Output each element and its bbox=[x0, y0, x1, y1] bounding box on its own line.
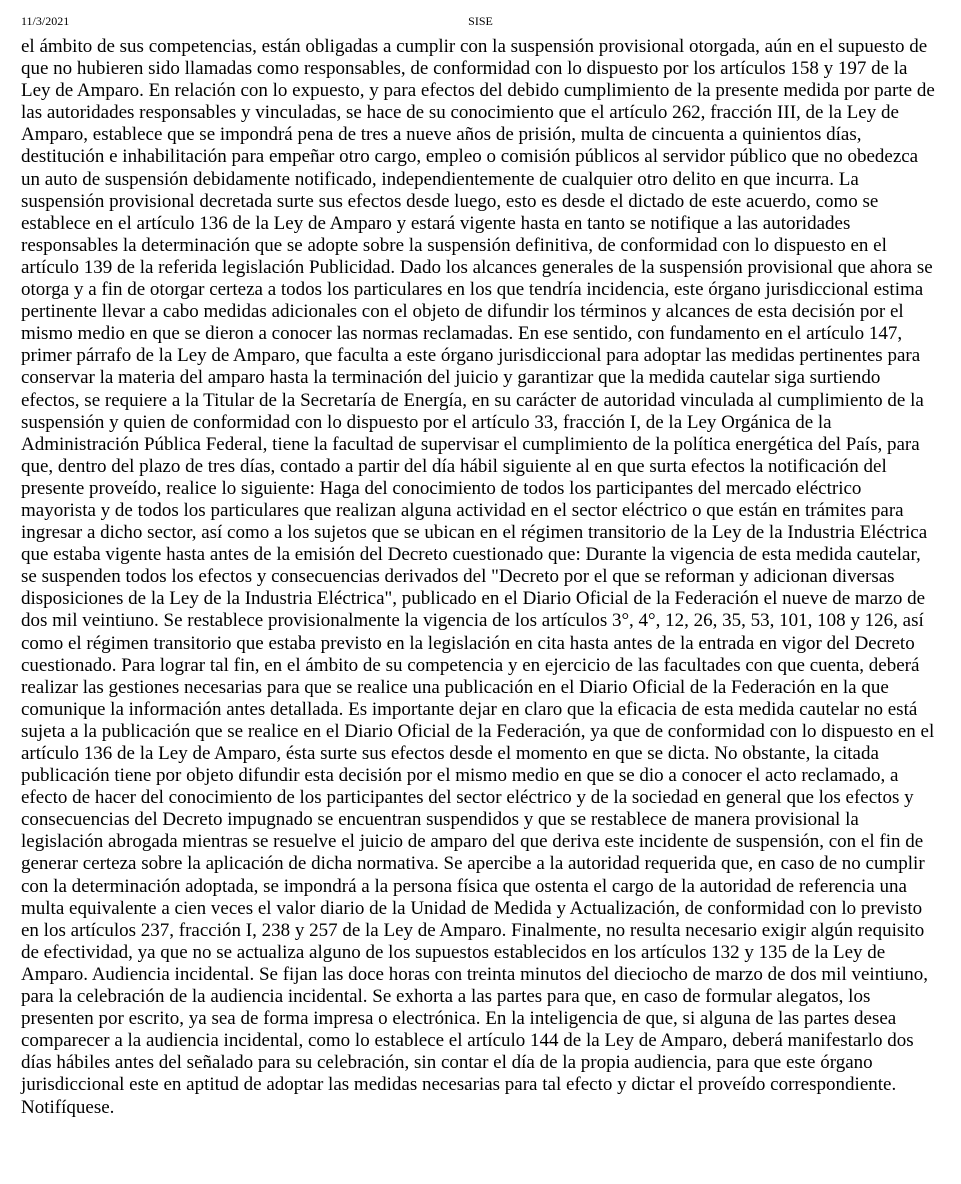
page-title: SISE bbox=[468, 14, 493, 28]
page-header bbox=[0, 14, 961, 34]
print-date: 11/3/2021 bbox=[21, 14, 70, 28]
document-body-text: el ámbito de sus competencias, están obligadas a cumplir con la suspensión provisional otorgada, aún en el supuesto de que no hubieren sido llamadas como responsables, de conformidad con lo dispuesto por los artículos 158 y 197 de la Ley de Amparo. En relación con lo expuesto, y para efectos del debido cumplimiento de la presente medida por parte de las autoridades responsables y vinculadas, se hace de su conocimiento que el artículo 262, fracción III, de la Ley de Amparo, establece que se impondrá pena de tres a nueve años de prisión, multa de cincuenta a quinientos días, destitución e inhabilitación para empeñar otro cargo, empleo o comisión públicos al servidor público que no obedezca un auto de suspensión debidamente notificado, independientemente de cualquier otro delito en que incurra. La suspensión provisional decretada surte sus efectos desde luego, esto es desde el dictado de este acuerdo, como se establece en el artículo 136 de la Ley de Amparo y estará vigente hasta en tanto se notifique a las autoridades responsables la determinación que se adopte sobre la suspensión definitiva, de conformidad con lo dispuesto en el artículo 139 de la referida legislación Publicidad. Dado los alcances generales de la suspensión provisional que ahora se otorga y a fin de otorgar certeza a todos los particulares en los que tendría incidencia, este órgano jurisdiccional estima pertinente llevar a cabo medidas adicionales con el objeto de difundir los términos y alcances de esta decisión por el mismo medio en que se dieron a conocer las normas reclamadas. En ese sentido, con fundamento en el artículo 147, primer párrafo de la Ley de Amparo, que faculta a este órgano jurisdiccional para adoptar las medidas pertinentes para conservar la materia del amparo hasta la terminación del juicio y garantizar que la medida cautelar siga surtiendo efectos, se requiere a la Titular de la Secretaría de Energía, en su carácter de autoridad vinculada al cumplimiento de la suspensión y quien de conformidad con lo dispuesto por el artículo 33, fracción I, de la Ley Orgánica de la Administración Pública Federal, tiene la facultad de supervisar el cumplimiento de la política energética del País, para que, dentro del plazo de tres días, contado a partir del día hábil siguiente al en que surta efectos la notificación del presente proveído, realice lo siguiente: Haga del conocimiento de todos los participantes del mercado eléctrico mayorista y de todos los particulares que realizan alguna actividad en el sector eléctrico o que están en trámites para ingresar a dicho sector, así como a los sujetos que se ubican en el régimen transitorio de la Ley de la Industria Eléctrica que estaba vigente hasta antes de la emisión del Decreto cuestionado que: Durante la vigencia de esta medida cautelar, se suspenden todos los efectos y consecuencias derivados del "Decreto por el que se reforman y adicionan diversas disposiciones de la Ley de la Industria Eléctrica", publicado en el Diario Oficial de la Federación el nueve de marzo de dos mil veintiuno. Se restablece provisionalmente la vigencia de los artículos 3°, 4°, 12, 26, 35, 53, 101, 108 y 126, así como el régimen transitorio que estaba previsto en la legislación en cita hasta antes de la entrada en vigor del Decreto cuestionado. Para lograr tal fin, en el ámbito de su competencia y en ejercicio de las facultades con que cuenta, deberá realizar las gestiones necesarias para que se realice una publicación en el Diario Oficial de la Federación en la que comunique la información antes detallada. Es importante dejar en claro que la eficacia de esta medida cautelar no está sujeta a la publicación que se realice en el Diario Oficial de la Federación, ya que de conformidad con lo dispuesto en el artículo 136 de la Ley de Amparo, ésta surte sus efectos desde el momento en que se dicta. No obstante, la citada publicación tiene por objeto difundir esta decisión por el mismo medio en que se dio a conocer el acto reclamado, a efecto de hacer del conocimiento de los participantes del sector eléctrico y de la sociedad en general que los efectos y consecuencias del Decreto impugnado se encuentran suspendidos y que se restablece de manera provisional la legislación abrogada mientras se resuelve el juicio de amparo del que deriva este incidente de suspensión, con el fin de generar certeza sobre la aplicación de dicha normativa. Se apercibe a la autoridad requerida que, en caso de no cumplir con la determinación adoptada, se impondrá a la persona física que ostenta el cargo de la autoridad de referencia una multa equivalente a cien veces el valor diario de la Unidad de Medida y Actualización, de conformidad con lo previsto en los artículos 237, fracción I, 238 y 257 de la Ley de Amparo. Finalmente, no resulta necesario exigir algún requisito de efectividad, ya que no se actualiza alguno de los supuestos establecidos en los artículos 132 y 135 de la Ley de Amparo. Audiencia incidental. Se fijan las doce horas con treinta minutos del dieciocho de marzo de dos mil veintiuno, para la celebración de la audiencia incidental. Se exhorta a las partes para que, en caso de formular alegatos, los presenten por escrito, ya sea de forma impresa o electrónica. En la inteligencia de que, si alguna de las partes desea comparecer a la audiencia incidental, como lo establece el artículo 144 de la Ley de Amparo, deberá manifestarlo dos días hábiles antes del señalado para su celebración, sin contar el día de la propia audiencia, para que este órgano jurisdiccional este en aptitud de adoptar las medidas necesarias para tal efecto y dictar el proveído correspondiente. Notifíquese. bbox=[21, 36, 935, 1118]
